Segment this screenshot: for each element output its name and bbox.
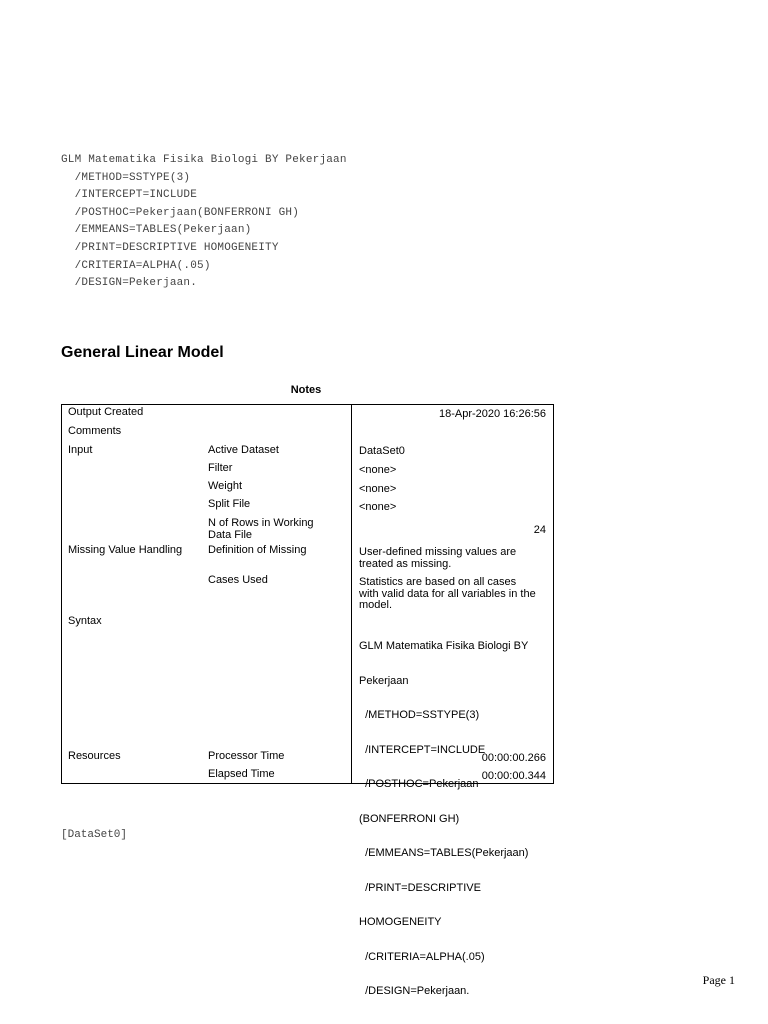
cases-used-label: Cases Used (208, 574, 268, 586)
value-line: treated as missing. (359, 557, 452, 570)
value-line: (BONFERRONI GH) (359, 812, 460, 825)
n-rows-value: 24 (533, 524, 546, 536)
syntax-line: GLM Matematika Fisika Biologi BY Pekerjaan (61, 154, 347, 166)
active-dataset-value: DataSet0 (359, 445, 405, 457)
elapsed-time-value: 00:00:00.344 (481, 770, 546, 782)
value-line: /EMMEANS=TABLES(Pekerjaan) (359, 847, 529, 859)
syntax-line: /CRITERIA=ALPHA(.05) (61, 259, 211, 272)
value-line: /PRINT=DESCRIPTIVE (359, 881, 481, 894)
missing-value-handling-label: Missing Value Handling (68, 544, 183, 556)
value-line: model. (359, 599, 393, 611)
n-rows-label-line: Data File (208, 528, 253, 541)
value-line: /METHOD=SSTYPE(3) (359, 709, 480, 721)
syntax-line: /METHOD=SSTYPE(3) (61, 171, 191, 184)
syntax-line: /EMMEANS=TABLES(Pekerjaan) (61, 224, 252, 237)
output-created-label: Output Created (68, 406, 144, 418)
value-line: Pekerjaan (359, 674, 409, 687)
value-line: User-defined missing values are (359, 546, 517, 558)
notes-table-title: Notes (290, 384, 322, 396)
filter-label: Filter (208, 462, 233, 474)
comments-label: Comments (68, 425, 122, 437)
weight-label: Weight (208, 480, 243, 492)
split-file-label: Split File (208, 498, 251, 510)
split-file-value: <none> (359, 501, 397, 513)
filter-value: <none> (359, 464, 397, 476)
value-line: Statistics are based on all cases (359, 576, 517, 588)
column-divider (351, 405, 352, 783)
syntax-label: Syntax (68, 615, 102, 627)
cases-used-value (359, 577, 546, 612)
processor-time-label: Processor Time (208, 750, 285, 762)
input-label: Input (68, 444, 93, 456)
value-line: /POSTHOC=Pekerjaan (359, 778, 479, 790)
n-rows-label-line: N of Rows in Working (208, 517, 314, 529)
value-line: /CRITERIA=ALPHA(.05) (359, 950, 485, 963)
definition-of-missing-value (359, 547, 546, 570)
resources-label: Resources (68, 750, 121, 762)
syntax-line: /POSTHOC=Pekerjaan(BONFERRONI GH) (61, 206, 300, 219)
syntax-line: /PRINT=DESCRIPTIVE HOMOGENEITY (61, 241, 279, 254)
active-dataset-label: Active Dataset (208, 444, 279, 456)
value-line: GLM Matematika Fisika Biologi BY (359, 640, 529, 652)
processor-time-value: 00:00:00.266 (481, 752, 546, 764)
syntax-block (61, 152, 347, 293)
n-rows-label (208, 518, 343, 541)
notes-table (61, 404, 554, 997)
syntax-line: /INTERCEPT=INCLUDE (61, 189, 198, 202)
elapsed-time-label: Elapsed Time (208, 768, 275, 780)
value-line: HOMOGENEITY (359, 916, 442, 928)
value-line: with valid data for all variables in the (359, 587, 536, 600)
section-heading: General Linear Model (61, 344, 224, 361)
syntax-line: /DESIGN=Pekerjaan. (61, 277, 198, 290)
syntax-value (359, 618, 546, 1021)
output-created-value: 18-Apr-2020 16:26:56 (438, 408, 546, 420)
value-line: /DESIGN=Pekerjaan. (359, 985, 470, 997)
weight-value: <none> (359, 483, 397, 495)
dataset-tag: [DataSet0] (61, 829, 128, 841)
definition-of-missing-label: Definition of Missing (208, 544, 307, 556)
page-number: Page 1 (702, 973, 735, 987)
value-line: /INTERCEPT=INCLUDE (359, 743, 486, 756)
